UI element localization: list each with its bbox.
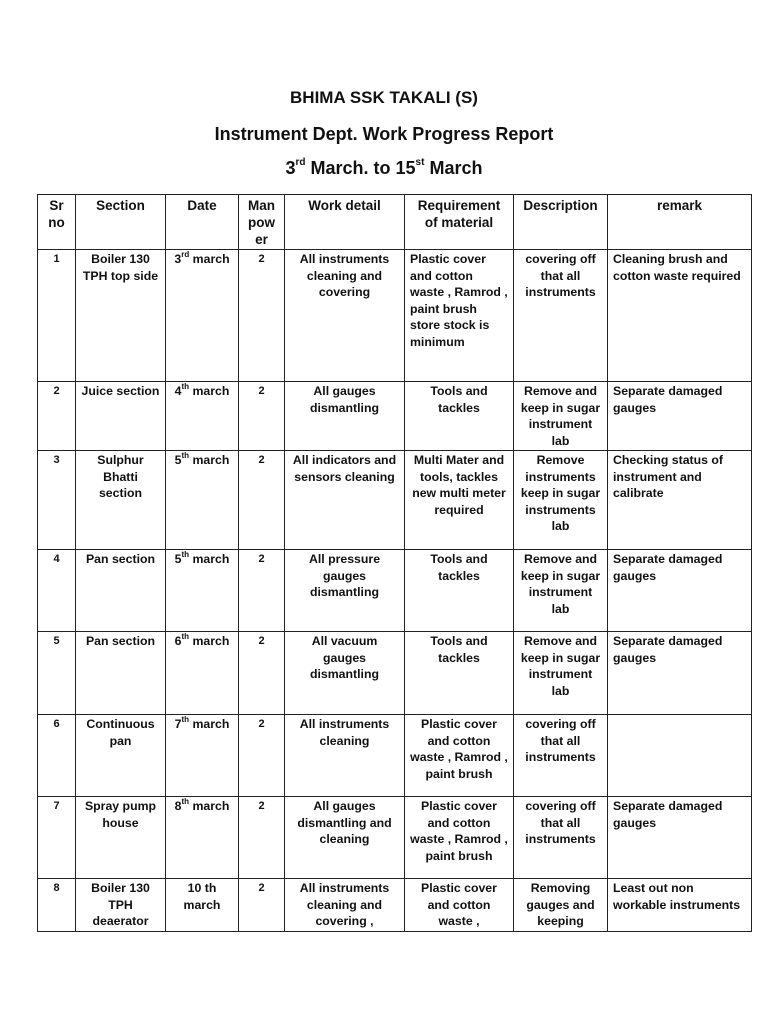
cell-requirement: Plastic cover and cotton waste , Ramrod , paint brush [405, 797, 514, 879]
cell-manpower: 2 [239, 879, 285, 932]
cell-requirement: Tools and tackles [405, 550, 514, 632]
cell-manpower: 2 [239, 715, 285, 797]
table-row [38, 550, 752, 632]
date-num: 4 [174, 384, 182, 398]
cell-description: covering off that all instruments [514, 715, 608, 797]
cell-requirement: Plastic cover and cotton waste , Ramrod , paint brush store stock is minimum [405, 250, 514, 382]
cell-section: Pan section [76, 632, 166, 715]
cell-sr: 1 [38, 250, 76, 382]
cell-date [166, 382, 239, 451]
table-row [38, 879, 752, 932]
table-row [38, 632, 752, 715]
date-num: 7 [174, 717, 182, 731]
cell-requirement: Tools and tackles [405, 382, 514, 451]
header-remark: remark [608, 195, 752, 250]
cell-description: covering off that all instruments [514, 797, 608, 879]
cell-work-detail: All vacuum gauges dismantling [285, 632, 405, 715]
table-row [38, 715, 752, 797]
date-sup: th [181, 796, 190, 806]
cell-description: Remove and keep in sugar instrument lab [514, 382, 608, 451]
header-description: Description [514, 195, 608, 250]
cell-manpower: 2 [239, 632, 285, 715]
header-date: Date [166, 195, 239, 250]
cell-description: Removing gauges and keeping [514, 879, 608, 932]
cell-requirement: Plastic cover and cotton waste , [405, 879, 514, 932]
cell-requirement: Plastic cover and cotton waste , Ramrod , paint brush [405, 715, 514, 797]
cell-sr: 5 [38, 632, 76, 715]
cell-manpower: 2 [239, 451, 285, 550]
period-from-num: 3 [285, 158, 296, 178]
cell-manpower: 2 [239, 797, 285, 879]
cell-work-detail: All pressure gauges dismantling [285, 550, 405, 632]
date-rest: march [189, 799, 230, 813]
cell-date [166, 550, 239, 632]
cell-remark: Separate damaged gauges [608, 797, 752, 879]
cell-date [166, 632, 239, 715]
cell-date [166, 879, 239, 932]
date-num: 8 [174, 799, 182, 813]
period-from-rest: March. to 15 [305, 158, 416, 178]
cell-manpower: 2 [239, 550, 285, 632]
report-title: Instrument Dept. Work Progress Report [214, 124, 554, 144]
cell-sr: 6 [38, 715, 76, 797]
table-row [38, 382, 752, 451]
table-header-row [38, 195, 752, 250]
date-rest: march [189, 552, 230, 566]
cell-work-detail: All instruments cleaning [285, 715, 405, 797]
cell-section: Boiler 130 TPH top side [76, 250, 166, 382]
cell-remark: Separate damaged gauges [608, 382, 752, 451]
cell-section: Boiler 130 TPH deaerator [76, 879, 166, 932]
cell-description: Remove and keep in sugar instrument lab [514, 550, 608, 632]
date-num: 10 th march [183, 881, 221, 912]
cell-date [166, 715, 239, 797]
date-num: 6 [174, 634, 182, 648]
cell-section: Continuous pan [76, 715, 166, 797]
date-sup: th [181, 631, 190, 641]
cell-work-detail: All indicators and sensors cleaning [285, 451, 405, 550]
date-num: 5 [174, 552, 182, 566]
date-rest: march [189, 634, 230, 648]
header-manpower: Man pow er [239, 195, 285, 250]
cell-requirement: Multi Mater and tools, tackles new multi meter required [405, 451, 514, 550]
date-sup: th [181, 450, 190, 460]
date-rest: march [189, 252, 230, 266]
cell-remark: Least out non workable instruments [608, 879, 752, 932]
cell-section: Spray pump house [76, 797, 166, 879]
date-sup: th [181, 714, 190, 724]
cell-work-detail: All instruments cleaning and covering , [285, 879, 405, 932]
work-progress-table [37, 194, 752, 932]
cell-sr: 4 [38, 550, 76, 632]
cell-remark: Separate damaged gauges [608, 632, 752, 715]
cell-manpower: 2 [239, 382, 285, 451]
header-section: Section [76, 195, 166, 250]
cell-work-detail: All gauges dismantling and cleaning [285, 797, 405, 879]
cell-remark: Cleaning brush and cotton waste required [608, 250, 752, 382]
cell-section: Juice section [76, 382, 166, 451]
date-rest: march [189, 384, 230, 398]
table-row [38, 250, 752, 382]
table-row [38, 451, 752, 550]
date-num: 3 [174, 252, 182, 266]
cell-work-detail: All instruments cleaning and covering [285, 250, 405, 382]
cell-remark [608, 715, 752, 797]
date-rest: march [189, 717, 230, 731]
period-to-sup: st [415, 157, 425, 168]
cell-work-detail: All gauges dismantling [285, 382, 405, 451]
date-num: 5 [174, 453, 182, 467]
cell-section: Pan section [76, 550, 166, 632]
cell-date [166, 797, 239, 879]
table-row [38, 797, 752, 879]
header-work-detail: Work detail [285, 195, 405, 250]
cell-description: Remove and keep in sugar instrument lab [514, 632, 608, 715]
cell-description: Remove instruments keep in sugar instruments lab [514, 451, 608, 550]
cell-requirement: Tools and tackles [405, 632, 514, 715]
cell-description: covering off that all instruments [514, 250, 608, 382]
cell-remark: Checking status of instrument and calibrate [608, 451, 752, 550]
cell-sr: 7 [38, 797, 76, 879]
cell-date [166, 451, 239, 550]
period-from-sup: rd [295, 157, 306, 168]
header-requirement: Requirement of material [405, 195, 514, 250]
cell-section: Sulphur Bhatti section [76, 451, 166, 550]
date-sup: th [181, 381, 190, 391]
cell-sr: 8 [38, 879, 76, 932]
company-name: BHIMA SSK TAKALI (S) [290, 88, 478, 107]
report-period [0, 158, 768, 179]
date-rest: march [189, 453, 230, 467]
cell-sr: 2 [38, 382, 76, 451]
cell-remark: Separate damaged gauges [608, 550, 752, 632]
date-sup: th [181, 549, 190, 559]
cell-manpower: 2 [239, 250, 285, 382]
period-to-rest: March [424, 158, 483, 178]
date-sup: rd [181, 249, 190, 259]
header-sr: Sr no [38, 195, 76, 250]
cell-date [166, 250, 239, 382]
cell-sr: 3 [38, 451, 76, 550]
